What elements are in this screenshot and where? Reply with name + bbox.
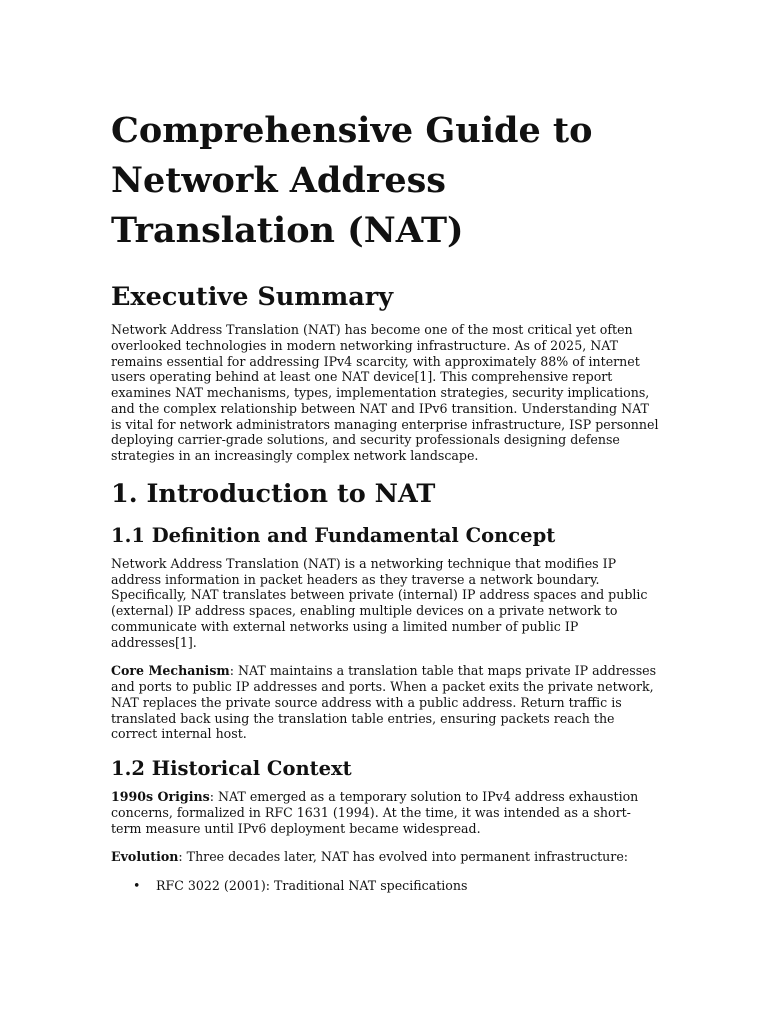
core-mechanism-text: : NAT maintains a translation table that maps private IP addresses and ports to public IP addresses and ports. When a packet exits the private network, NAT replaces the private source address with a public address. Return traffic is translated back using the translation table entries, ensuring packets reach the correct internal host.	[111, 663, 657, 742]
executive-summary-paragraph: Network Address Translation (NAT) has become one of the most critical yet often overlooked technologies in modern networking infrastructure. As of 2025, NAT remains essential for addressing IPv4 scarcity, with approximately 88% of internet users operating behind at least one NAT device[1]. This comprehensive report examines NAT mechanisms, types, implementation strategies, security implications, and the complex relationship between NAT and IPv6 transition. Understanding NAT is vital for network administrators managing enterprise infrastructure, ISP personnel deploying carrier-grade solutions, and security professionals designing defense strategies in an increasingly complex network landscape.	[111, 322, 659, 463]
evolution-text: : Three decades later, NAT has evolved into permanent infrastructure:	[178, 849, 629, 865]
evolution-label: Evolution	[111, 849, 179, 865]
document-title: Comprehensive Guide to Network Address Translation (NAT)	[111, 110, 593, 251]
list-item-text: RFC 3022 (2001): Traditional NAT specifications	[156, 878, 468, 893]
section-1-heading: 1. Introduction to NAT	[111, 478, 436, 509]
core-mechanism-paragraph	[111, 663, 659, 742]
list-item	[111, 878, 659, 894]
bullet-icon: •	[133, 878, 141, 893]
origins-text: : NAT emerged as a temporary solution to IPv4 address exhaustion concerns, formalized in RFC 1631 (1994). At the time, it was intended as a short-term measure until IPv6 deployment became widespread.	[111, 789, 639, 836]
evolution-paragraph	[111, 849, 659, 865]
origins-label: 1990s Origins	[111, 789, 210, 804]
origins-paragraph	[111, 789, 659, 836]
definition-paragraph: Network Address Translation (NAT) is a networking technique that modifies IP address information in packet headers as they traverse a network boundary. Specifically, NAT translates between private (internal) IP address spaces and public (external) IP address spaces, enabling multiple devices on a private network to communicate with external networks using a limited number of public IP addresses[1].	[111, 555, 648, 650]
section-1-2-heading: 1.2 Historical Context	[111, 757, 352, 780]
core-mechanism-label: Core Mechanism	[111, 663, 230, 679]
evolution-list	[111, 878, 659, 894]
section-1-1-heading: 1.1 Definition and Fundamental Concept	[111, 523, 556, 547]
document-page	[111, 106, 659, 894]
executive-summary-heading: Executive Summary	[111, 282, 394, 312]
